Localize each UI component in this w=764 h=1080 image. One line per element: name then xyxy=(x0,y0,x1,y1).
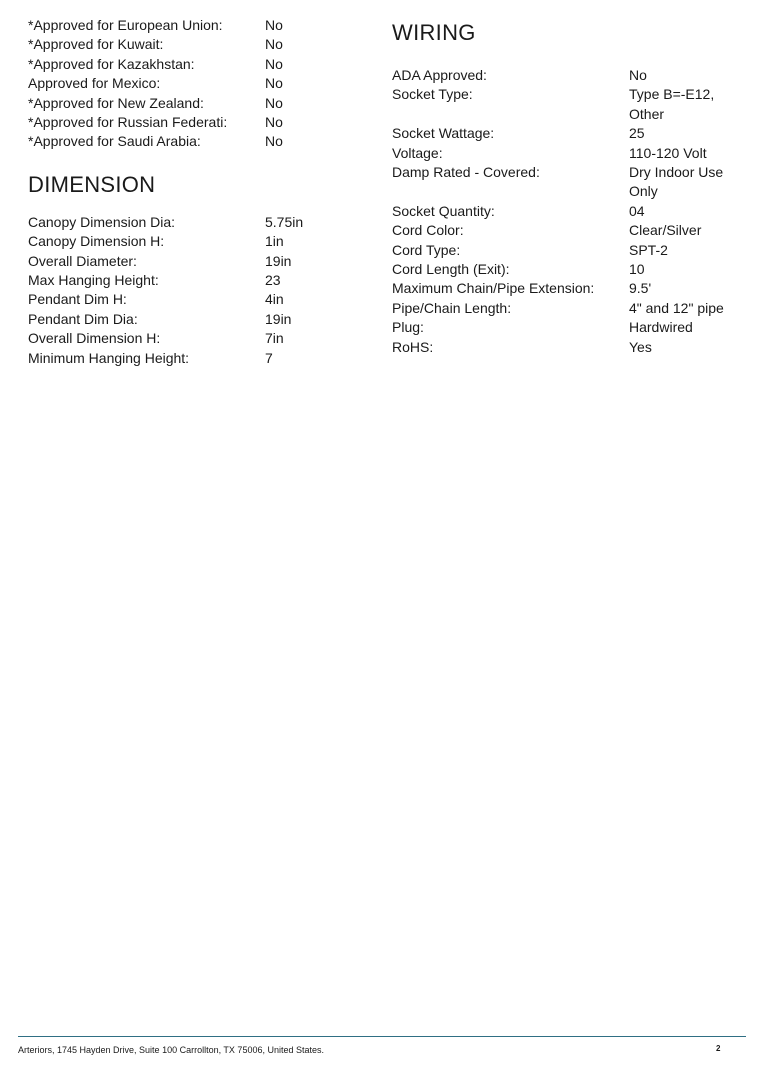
spec-value: 19in xyxy=(265,252,292,269)
spec-label: Socket Type: xyxy=(392,86,473,103)
spec-row xyxy=(28,132,358,151)
spec-row xyxy=(28,35,358,54)
spec-value: Type B=-E12, Other xyxy=(629,86,715,122)
spec-row xyxy=(392,144,752,163)
spec-row xyxy=(392,338,752,357)
spec-row xyxy=(392,241,752,260)
spec-label: Cord Length (Exit): xyxy=(392,261,510,278)
spec-label: *Approved for Russian Federati: xyxy=(28,114,228,131)
dimension-heading: DIMENSION xyxy=(28,171,156,197)
spec-row xyxy=(28,55,358,74)
spec-value: No xyxy=(265,36,283,53)
spec-label: Voltage: xyxy=(392,144,443,161)
spec-value: 7 xyxy=(265,349,273,366)
spec-value: 1in xyxy=(265,233,284,250)
spec-value: 4in xyxy=(265,291,284,308)
spec-value: 04 xyxy=(629,202,645,219)
spec-label: *Approved for Saudi Arabia: xyxy=(28,133,201,150)
spec-row xyxy=(28,94,358,113)
spec-label: *Approved for European Union: xyxy=(28,17,223,33)
footer-address: Arteriors, 1745 Hayden Drive, Suite 100 Carrollton, TX 75006, United States. xyxy=(18,1045,324,1055)
spec-row xyxy=(28,349,358,368)
footer-divider xyxy=(18,1036,746,1037)
approvals-list xyxy=(28,16,358,152)
right-column xyxy=(392,16,752,357)
spec-label: Cord Color: xyxy=(392,222,464,239)
spec-value: Yes xyxy=(629,338,652,355)
spec-row xyxy=(392,163,752,202)
spec-label: Damp Rated - Covered: xyxy=(392,164,540,181)
spec-row xyxy=(28,290,358,309)
spec-row xyxy=(392,202,752,221)
spec-label: *Approved for Kazakhstan: xyxy=(28,55,195,72)
spec-row xyxy=(392,318,752,337)
spec-value: 9.5' xyxy=(629,280,652,297)
spec-value: 5.75in xyxy=(265,213,304,230)
spec-label: Max Hanging Height: xyxy=(28,272,159,289)
left-column xyxy=(28,16,358,368)
spec-value: 10 xyxy=(629,261,645,278)
wiring-heading: WIRING xyxy=(392,20,476,45)
dimension-list xyxy=(28,213,358,368)
spec-label: Approved for Mexico: xyxy=(28,75,161,92)
spec-value: 25 xyxy=(629,125,645,142)
spec-label: Pipe/Chain Length: xyxy=(392,299,512,316)
spec-label: Socket Quantity: xyxy=(392,202,495,219)
spec-label: Canopy Dimension Dia: xyxy=(28,213,176,230)
spec-value: 7in xyxy=(265,330,284,347)
spec-value: No xyxy=(265,17,283,33)
spec-value: SPT-2 xyxy=(629,241,668,258)
spec-value: 4" and 12" pipe xyxy=(629,299,724,316)
spec-value: 19in xyxy=(265,310,292,327)
spec-row xyxy=(28,74,358,93)
spec-row xyxy=(392,66,752,85)
spec-row xyxy=(28,271,358,290)
spec-value: No xyxy=(265,114,283,131)
page-number: 2 xyxy=(716,1044,721,1053)
spec-label: Pendant Dim H: xyxy=(28,291,127,308)
spec-value: No xyxy=(265,94,283,111)
spec-label: Socket Wattage: xyxy=(392,125,495,142)
spec-value: Clear/Silver xyxy=(629,222,702,239)
spec-row xyxy=(392,124,752,143)
spec-value: Hardwired xyxy=(629,319,693,336)
spec-label: Plug: xyxy=(392,319,424,336)
spec-row xyxy=(28,16,358,35)
spec-value: No xyxy=(265,133,283,150)
spec-value: No xyxy=(265,55,283,72)
spec-label: Minimum Hanging Height: xyxy=(28,349,190,366)
spec-value: No xyxy=(265,75,283,92)
spec-label: Overall Diameter: xyxy=(28,252,137,269)
wiring-list xyxy=(392,66,752,357)
spec-row xyxy=(392,85,752,124)
spec-label: *Approved for Kuwait: xyxy=(28,36,164,53)
spec-label: Cord Type: xyxy=(392,241,461,258)
spec-row xyxy=(392,260,752,279)
spec-row xyxy=(28,310,358,329)
spec-value: 110-120 Volt xyxy=(629,144,707,161)
spec-value: 23 xyxy=(265,272,281,289)
spec-label: RoHS: xyxy=(392,338,434,355)
spec-label: *Approved for New Zealand: xyxy=(28,94,204,111)
spec-row xyxy=(392,299,752,318)
spec-label: ADA Approved: xyxy=(392,67,487,83)
spec-value: No xyxy=(629,67,647,83)
spec-label: Overall Dimension H: xyxy=(28,330,161,347)
spec-row xyxy=(392,279,752,298)
spec-label: Canopy Dimension H: xyxy=(28,233,165,250)
spec-row xyxy=(28,113,358,132)
spec-row xyxy=(392,221,752,240)
spec-row xyxy=(28,252,358,271)
spec-value: Dry Indoor Use Only xyxy=(629,164,724,200)
spec-row xyxy=(28,232,358,251)
spec-row xyxy=(28,213,358,232)
spec-label: Maximum Chain/Pipe Extension: xyxy=(392,280,595,297)
spec-label: Pendant Dim Dia: xyxy=(28,310,138,327)
spec-row xyxy=(28,329,358,348)
